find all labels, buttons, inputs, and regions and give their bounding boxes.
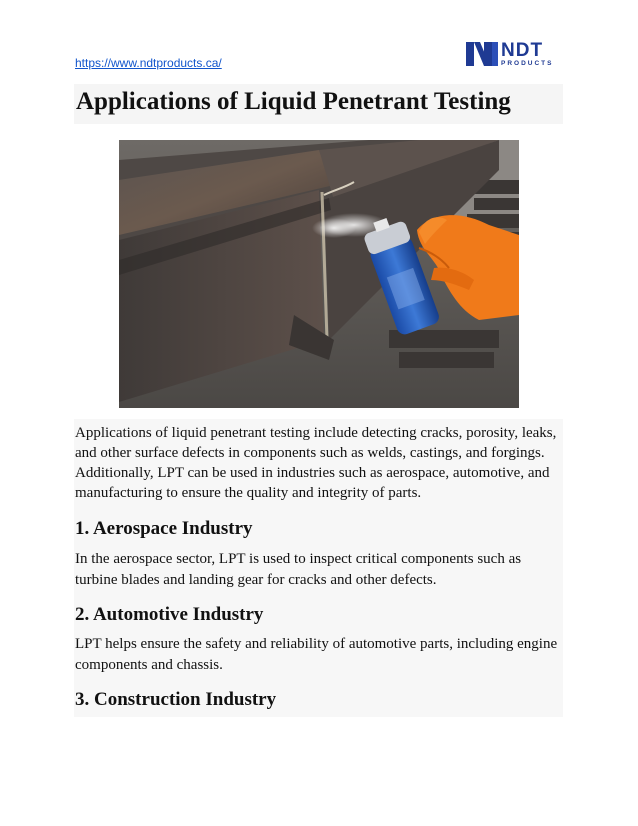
section-heading-aerospace: 1. Aerospace Industry xyxy=(75,518,253,539)
section-heading-automotive: 2. Automotive Industry xyxy=(75,604,264,625)
ndt-logo-mark-icon xyxy=(466,42,498,66)
logo-sub-text: PRODUCTS xyxy=(501,59,554,67)
section-heading-construction: 3. Construction Industry xyxy=(75,689,277,710)
website-link[interactable]: https://www.ndtproducts.ca/ xyxy=(75,56,222,70)
section-body-automotive: LPT helps ensure the safety and reliability of automotive parts, including engine components and chassis. xyxy=(75,636,558,673)
ndt-products-logo xyxy=(466,41,562,67)
penetrant-spray-photo xyxy=(119,140,519,408)
section-body-aerospace: In the aerospace sector, LPT is used to inspect critical components such as turbine blades and landing gear for cracks and other defects. xyxy=(75,551,522,588)
logo-brand-text: NDT xyxy=(501,39,544,61)
page-title: Applications of Liquid Penetrant Testing xyxy=(76,88,511,115)
intro-paragraph: Applications of liquid penetrant testing include detecting cracks, porosity, leaks, and other surface defects in components such as welds, castings, and forgings. Additionally, LPT can be used in industries such as aerospace, automotive, and manufacturing to ensure the quality and integrity of parts. xyxy=(75,425,557,501)
penetrant-spray-on-steel-beam-icon xyxy=(119,140,519,408)
